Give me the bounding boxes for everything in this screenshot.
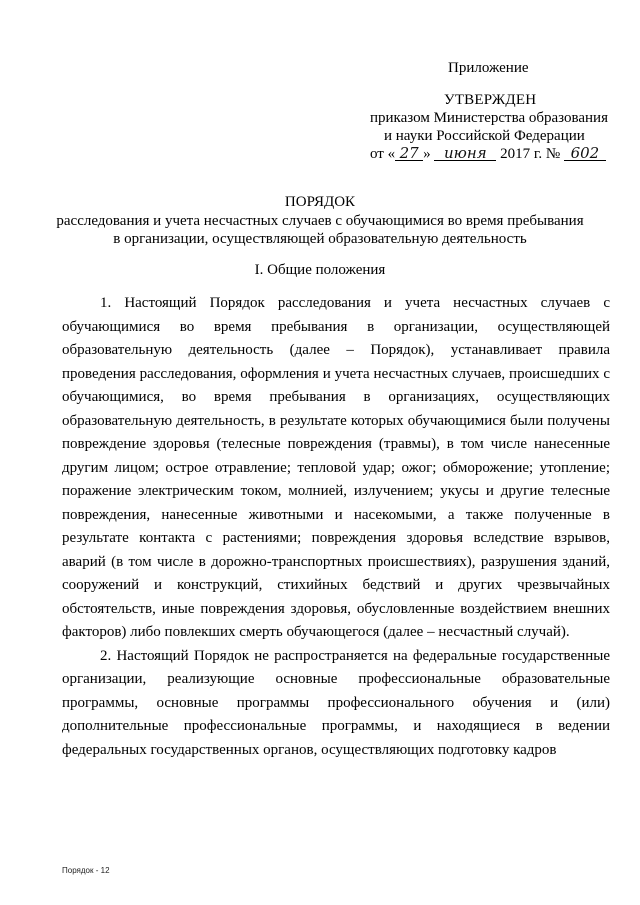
- date-mid: »: [423, 146, 431, 162]
- document-title: ПОРЯДОК: [284, 194, 356, 210]
- appendix-label: Приложение: [448, 60, 529, 76]
- document-body: [62, 292, 610, 762]
- order-line-2: и науки Российской Федерации: [384, 128, 585, 144]
- handwritten-order-number: 602: [564, 146, 606, 161]
- order-date-line: [370, 146, 606, 163]
- document-subtitle-line-2: в организации, осуществляющей образовательную деятельность: [113, 231, 527, 247]
- paragraph-1: 1. Настоящий Порядок расследования и учета несчастных случаев с обучающимися во время пребывания в организации, осуществляющей образовательную деятельность (далее – Порядок), устанавливает правила проведения расследования, оформления и учета несчастных случаев, происшедших с обучающимися, во время пребывания в организациях, осуществляющих образовательную деятельность, в результате которых обучающимися были получены повреждение здоровья (телесные повреждения (травмы), в том числе нанесенные другим лицом; острое отравление; тепловой удар; ожог; обморожение; утопление; поражение электрическим током, молнией, излучением; укусы и другие телесные повреждения, нанесенные животными и насекомыми, а также полученные в результате контакта с растениями; повреждения здоровья вследствие взрывов, аварий (в том числе в дорожно-транспортных происшествиях), разрушения зданий, сооружений и конструкций, стихийных бедствий и других чрезвычайных обстоятельств, иные повреждения здоровья, обусловленные воздействием внешних факторов) либо повлекших смерть обучающегося (далее – несчастный случай).: [62, 295, 610, 640]
- approved-label: УТВЕРЖДЕН: [444, 92, 537, 108]
- document-subtitle-line-1: расследования и учета несчастных случаев с обучающимися во время пребывания: [56, 213, 584, 229]
- page-footer: Порядок - 12: [62, 866, 110, 875]
- handwritten-day: 27: [395, 146, 423, 161]
- date-prefix: от «: [370, 146, 396, 162]
- order-line-1: приказом Министерства образования: [370, 110, 608, 126]
- handwritten-month: июня: [434, 146, 496, 161]
- date-year: 2017 г. №: [500, 146, 561, 162]
- paragraph-2: 2. Настоящий Порядок не распространяется на федеральные государственные организации, реализующие основные профессиональные образовательные программы, основные программы профессионального обучения и (или) дополнительные профессиональные программы, и находящиеся в ведении федеральных государственных органов, осуществляющих подготовку кадров: [62, 647, 610, 758]
- section-heading: I. Общие положения: [254, 262, 386, 278]
